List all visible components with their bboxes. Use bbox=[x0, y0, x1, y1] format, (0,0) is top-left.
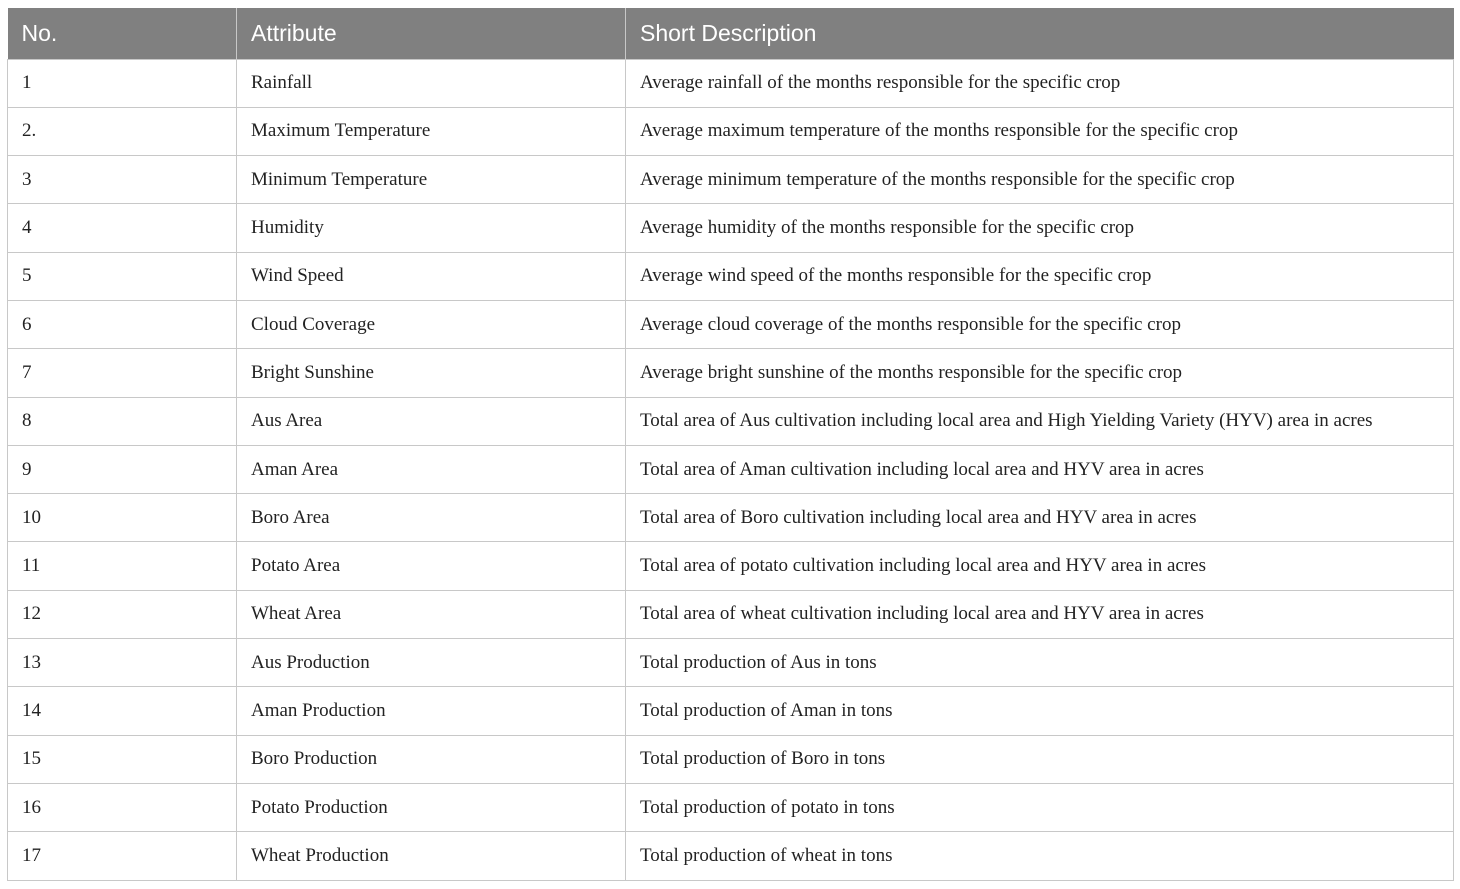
cell-no: 4 bbox=[8, 204, 237, 252]
table-row bbox=[8, 445, 1454, 493]
header-attribute: Attribute bbox=[237, 8, 626, 59]
cell-no: 10 bbox=[8, 494, 237, 542]
cell-description: Total production of Aman in tons bbox=[626, 687, 1454, 735]
table-row bbox=[8, 252, 1454, 300]
table-row bbox=[8, 494, 1454, 542]
cell-no: 16 bbox=[8, 783, 237, 831]
cell-description: Average cloud coverage of the months responsible for the specific crop bbox=[626, 300, 1454, 348]
cell-no: 14 bbox=[8, 687, 237, 735]
cell-attribute: Potato Area bbox=[237, 542, 626, 590]
cell-no: 13 bbox=[8, 639, 237, 687]
cell-attribute: Minimum Temperature bbox=[237, 156, 626, 204]
cell-no: 11 bbox=[8, 542, 237, 590]
table-row bbox=[8, 300, 1454, 348]
cell-attribute: Humidity bbox=[237, 204, 626, 252]
cell-no: 6 bbox=[8, 300, 237, 348]
cell-attribute: Aus Production bbox=[237, 639, 626, 687]
attribute-table bbox=[7, 8, 1454, 881]
cell-description: Total production of Aus in tons bbox=[626, 639, 1454, 687]
cell-no: 1 bbox=[8, 59, 237, 107]
table-row bbox=[8, 735, 1454, 783]
cell-description: Average wind speed of the months responsible for the specific crop bbox=[626, 252, 1454, 300]
cell-attribute: Cloud Coverage bbox=[237, 300, 626, 348]
cell-attribute: Wind Speed bbox=[237, 252, 626, 300]
attribute-table-container bbox=[7, 8, 1453, 881]
cell-no: 17 bbox=[8, 832, 237, 880]
table-row bbox=[8, 687, 1454, 735]
cell-no: 9 bbox=[8, 445, 237, 493]
table-row bbox=[8, 107, 1454, 155]
cell-no: 8 bbox=[8, 397, 237, 445]
cell-no: 5 bbox=[8, 252, 237, 300]
cell-no: 7 bbox=[8, 349, 237, 397]
cell-description: Total production of Boro in tons bbox=[626, 735, 1454, 783]
table-row bbox=[8, 832, 1454, 880]
cell-no: 2. bbox=[8, 107, 237, 155]
cell-attribute: Boro Area bbox=[237, 494, 626, 542]
cell-no: 3 bbox=[8, 156, 237, 204]
cell-attribute: Wheat Production bbox=[237, 832, 626, 880]
cell-description: Total production of wheat in tons bbox=[626, 832, 1454, 880]
cell-attribute: Aman Area bbox=[237, 445, 626, 493]
cell-description: Total area of potato cultivation including local area and HYV area in acres bbox=[626, 542, 1454, 590]
cell-description: Average minimum temperature of the months responsible for the specific crop bbox=[626, 156, 1454, 204]
cell-attribute: Maximum Temperature bbox=[237, 107, 626, 155]
header-row bbox=[8, 8, 1454, 59]
cell-attribute: Aman Production bbox=[237, 687, 626, 735]
cell-attribute: Bright Sunshine bbox=[237, 349, 626, 397]
cell-attribute: Wheat Area bbox=[237, 590, 626, 638]
cell-description: Total area of wheat cultivation including local area and HYV area in acres bbox=[626, 590, 1454, 638]
cell-attribute: Rainfall bbox=[237, 59, 626, 107]
cell-attribute: Boro Production bbox=[237, 735, 626, 783]
table-row bbox=[8, 349, 1454, 397]
cell-description: Total production of potato in tons bbox=[626, 783, 1454, 831]
table-header bbox=[8, 8, 1454, 59]
cell-attribute: Aus Area bbox=[237, 397, 626, 445]
table-row bbox=[8, 204, 1454, 252]
table-row bbox=[8, 783, 1454, 831]
cell-description: Average humidity of the months responsible for the specific crop bbox=[626, 204, 1454, 252]
header-no: No. bbox=[8, 8, 237, 59]
cell-description: Average maximum temperature of the months responsible for the specific crop bbox=[626, 107, 1454, 155]
table-row bbox=[8, 59, 1454, 107]
table-row bbox=[8, 542, 1454, 590]
cell-attribute: Potato Production bbox=[237, 783, 626, 831]
table-row bbox=[8, 156, 1454, 204]
cell-description: Total area of Aman cultivation including local area and HYV area in acres bbox=[626, 445, 1454, 493]
cell-no: 15 bbox=[8, 735, 237, 783]
table-row bbox=[8, 639, 1454, 687]
table-row bbox=[8, 590, 1454, 638]
cell-description: Total area of Boro cultivation including local area and HYV area in acres bbox=[626, 494, 1454, 542]
cell-no: 12 bbox=[8, 590, 237, 638]
cell-description: Average rainfall of the months responsible for the specific crop bbox=[626, 59, 1454, 107]
cell-description: Total area of Aus cultivation including local area and High Yielding Variety (HYV) area in acres bbox=[626, 397, 1454, 445]
header-short-description: Short Description bbox=[626, 8, 1454, 59]
table-body bbox=[8, 59, 1454, 880]
table-row bbox=[8, 397, 1454, 445]
cell-description: Average bright sunshine of the months responsible for the specific crop bbox=[626, 349, 1454, 397]
